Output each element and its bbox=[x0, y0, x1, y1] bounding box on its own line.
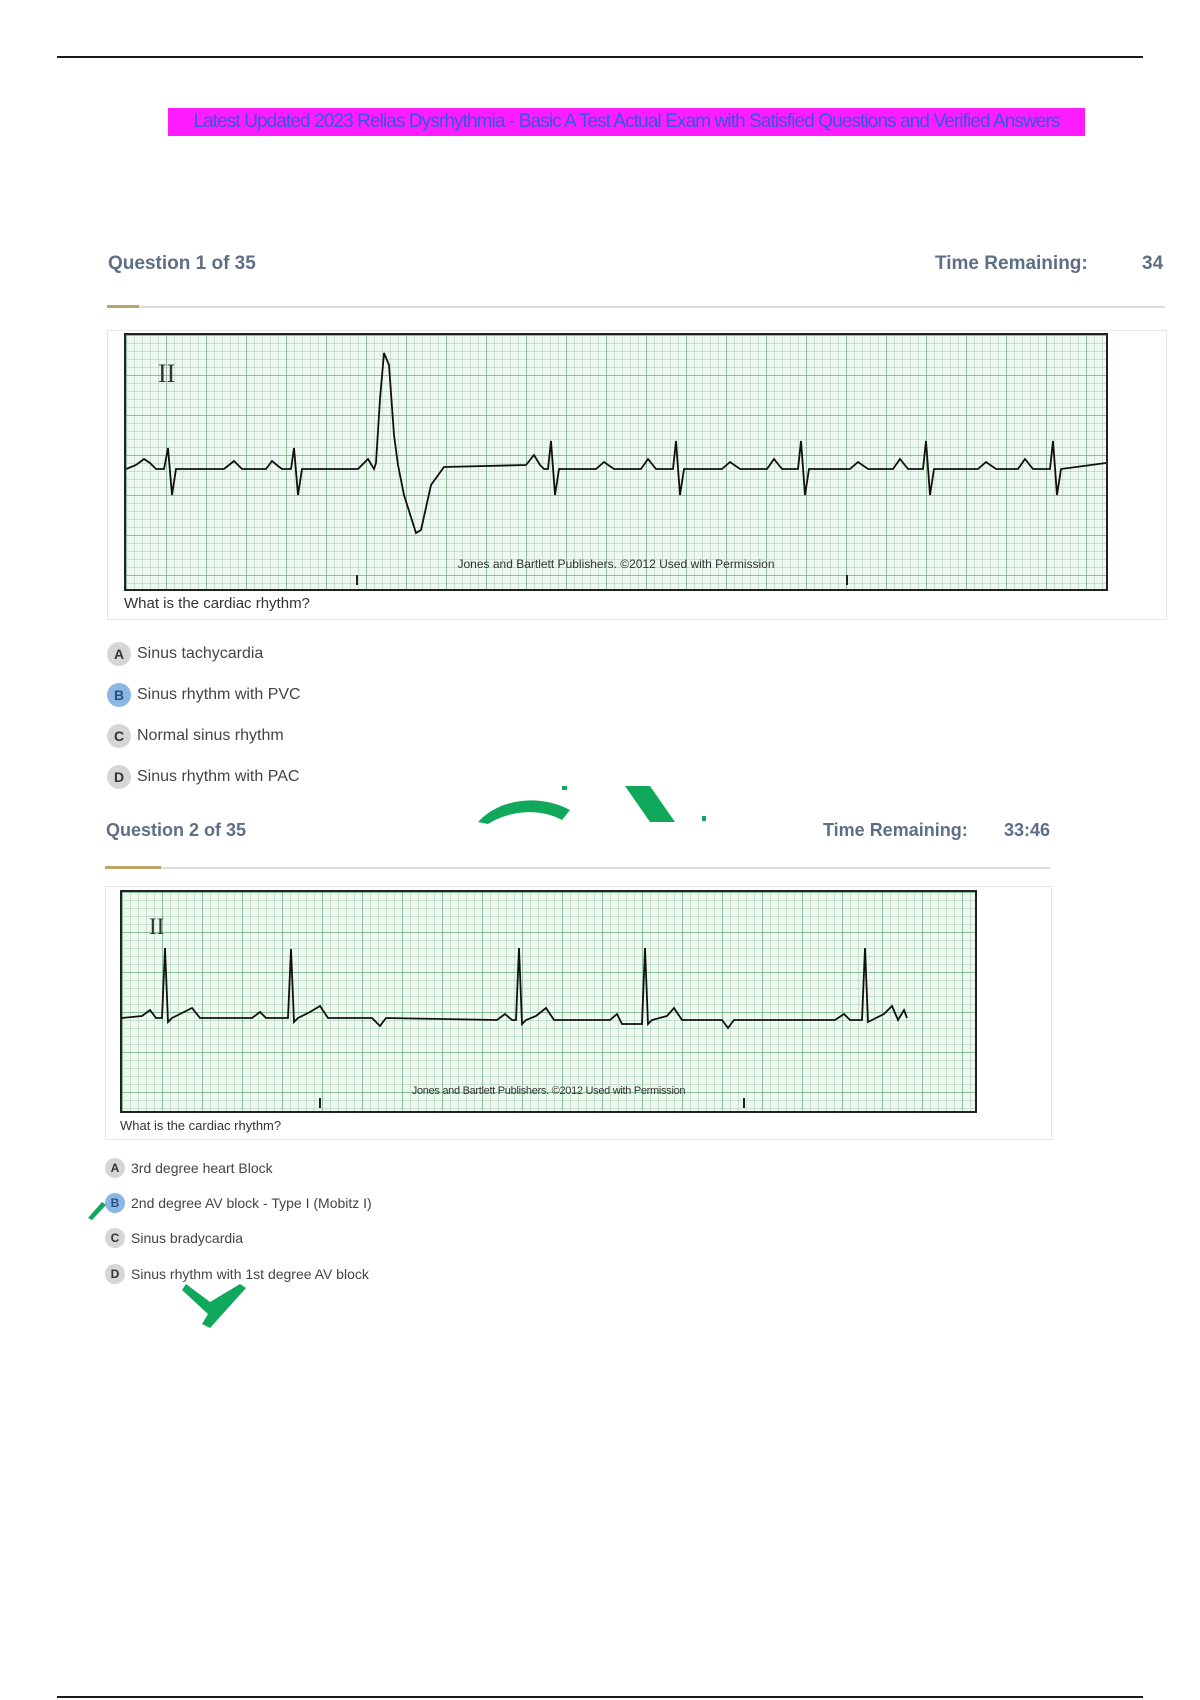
question-1-option-a-text: Sinus tachycardia bbox=[137, 645, 264, 662]
question-2-lead-label: II bbox=[149, 914, 165, 939]
watermark-fragment-left bbox=[86, 1196, 110, 1220]
question-1-option-a[interactable] bbox=[107, 642, 263, 666]
question-1-option-d-text: Sinus rhythm with PAC bbox=[137, 768, 300, 785]
question-2-option-b-badge: B bbox=[105, 1193, 125, 1213]
question-2-option-c[interactable] bbox=[105, 1228, 243, 1248]
question-2-prompt: What is the cardiac rhythm? bbox=[120, 1118, 282, 1133]
watermark-check-icon bbox=[180, 1282, 250, 1330]
question-2-image-credit: Jones and Bartlett Publishers. ©2012 Used with Permission bbox=[411, 1085, 686, 1097]
question-2-ecg-strip bbox=[120, 890, 977, 1113]
question-2-option-c-badge: C bbox=[105, 1228, 125, 1248]
question-1-panel bbox=[107, 330, 1167, 620]
question-2-option-a[interactable] bbox=[105, 1158, 273, 1178]
question-1-option-b-badge: B bbox=[107, 683, 131, 707]
question-2-ecg-trace bbox=[122, 892, 975, 1111]
question-1-ecg-strip bbox=[124, 333, 1108, 591]
question-1-option-d-badge: D bbox=[107, 765, 131, 789]
top-rule bbox=[57, 56, 1143, 58]
question-1-ecg-trace bbox=[126, 335, 1106, 589]
question-1-option-b[interactable] bbox=[107, 683, 301, 707]
question-2-option-a-text: 3rd degree heart Block bbox=[131, 1160, 273, 1176]
question-2-label: Question 2 of 35 bbox=[106, 820, 247, 840]
question-1-option-c-text: Normal sinus rhythm bbox=[137, 727, 284, 744]
question-1-option-c-badge: C bbox=[107, 724, 131, 748]
watermark-fragment-top bbox=[470, 780, 720, 825]
question-2-option-a-badge: A bbox=[105, 1158, 125, 1178]
question-1-option-d[interactable] bbox=[107, 765, 299, 789]
question-2-option-b[interactable] bbox=[105, 1193, 372, 1213]
question-1-label: Question 1 of 35 bbox=[108, 253, 256, 274]
question-1-option-c[interactable] bbox=[107, 724, 284, 748]
question-1-progress-line bbox=[107, 306, 1165, 308]
question-2-option-d-text: Sinus rhythm with 1st degree AV block bbox=[131, 1266, 369, 1282]
question-2-panel bbox=[105, 886, 1052, 1140]
document-title: Latest Updated 2023 Relias Dysrhythmia - Basic A Test Actual Exam with Satisfied Questions and Verified Answers bbox=[168, 108, 1085, 136]
question-1-time-label: Time Remaining: bbox=[935, 253, 1088, 274]
question-2-time-label: Time Remaining: bbox=[823, 820, 968, 840]
question-2-option-c-text: Sinus bradycardia bbox=[131, 1230, 244, 1246]
question-2-option-b-text: 2nd degree AV block - Type I (Mobitz I) bbox=[131, 1195, 372, 1211]
bottom-rule bbox=[57, 1696, 1143, 1698]
question-1-option-a-badge: A bbox=[107, 642, 131, 666]
question-2-time-value: 33:46 bbox=[1004, 820, 1051, 840]
question-2-option-d-badge: D bbox=[105, 1264, 125, 1284]
question-1-option-b-text: Sinus rhythm with PVC bbox=[137, 686, 301, 703]
question-2-progress-line bbox=[105, 867, 1050, 869]
question-1-image-credit: Jones and Bartlett Publishers. ©2012 Used with Permission bbox=[457, 557, 775, 571]
question-1-prompt: What is the cardiac rhythm? bbox=[124, 595, 310, 612]
question-1-lead-label: II bbox=[158, 359, 176, 388]
question-1-time-value: 34 bbox=[1142, 253, 1164, 274]
question-2-option-d[interactable] bbox=[105, 1264, 369, 1284]
